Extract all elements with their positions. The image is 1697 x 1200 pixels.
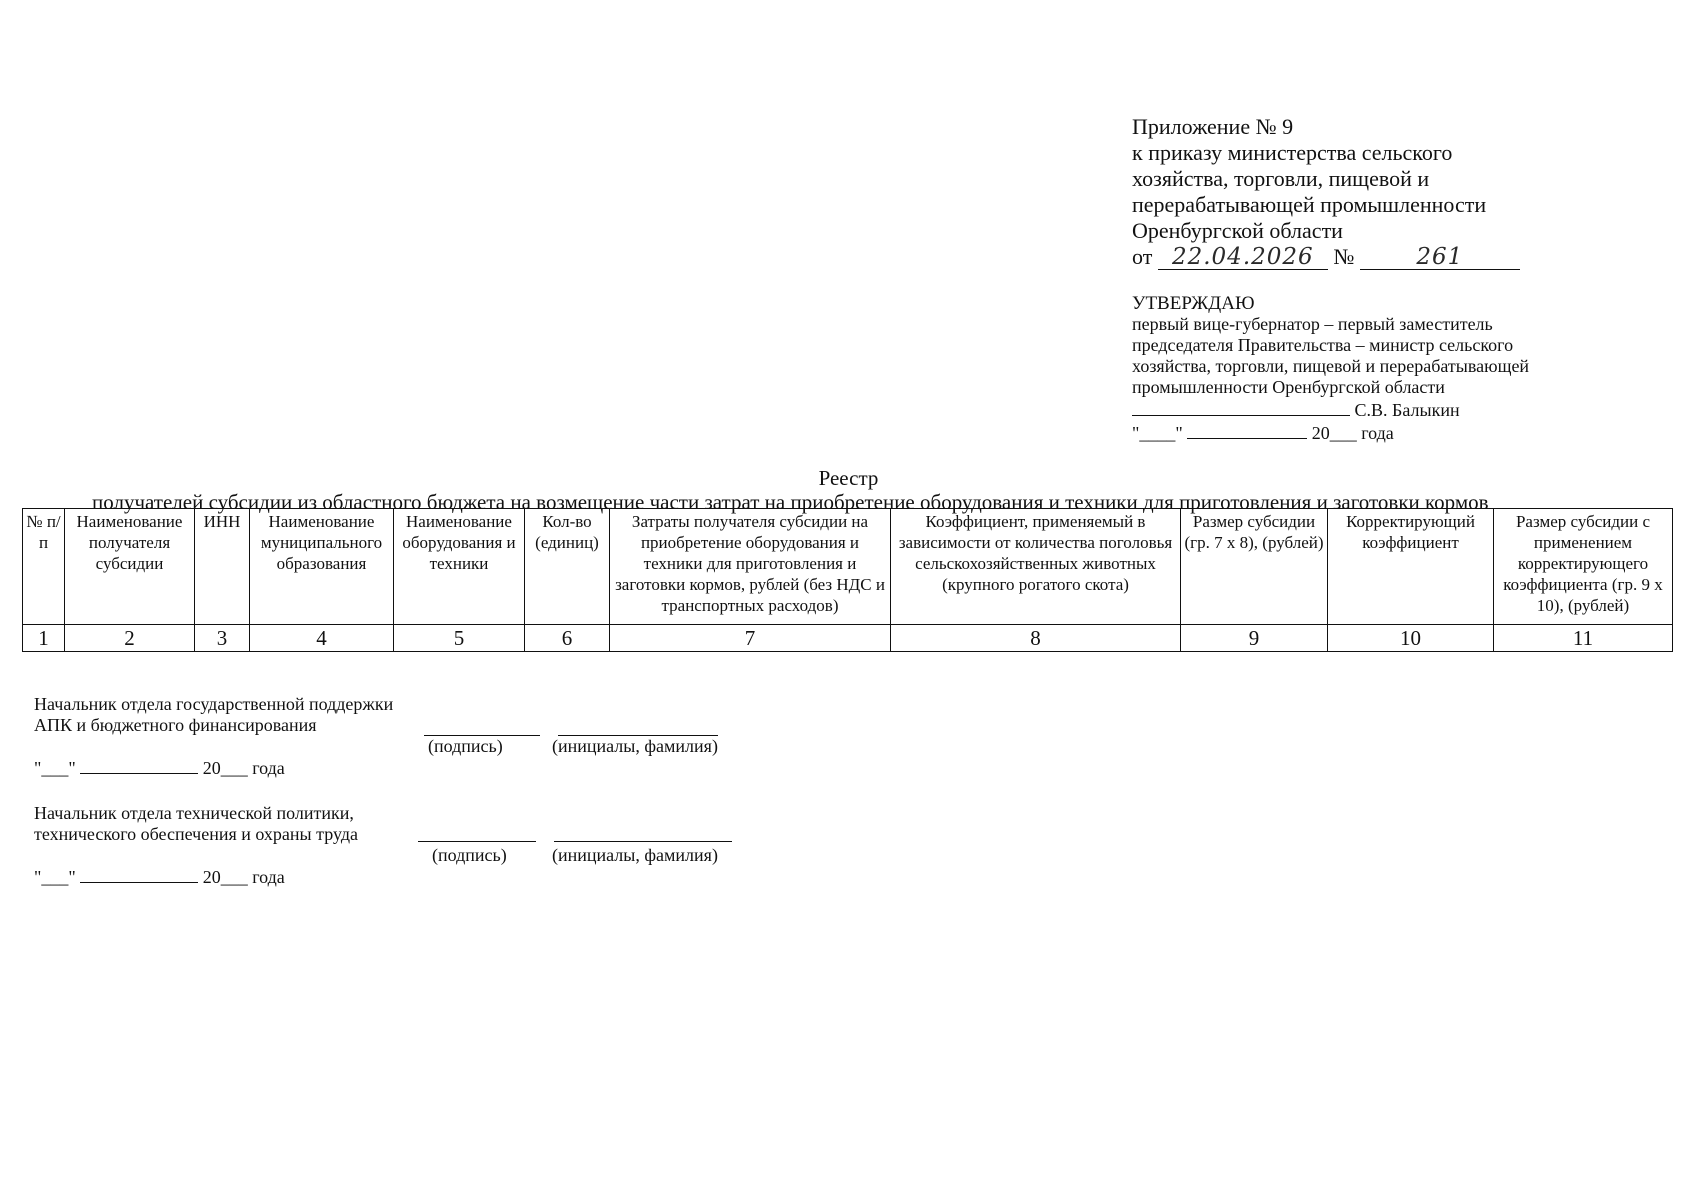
signature-date-quote: "___" [34,758,76,778]
signature-date-year: 20___ года [202,867,285,887]
approval-line-2: председателя Правительства – министр сельского [1132,335,1514,355]
order-date-handwritten: 22.04.2026 [1158,245,1328,270]
signatory-title-line-2: технического обеспечения и охраны труда [34,824,358,844]
header-cell: Корректирующий коэффициент [1328,509,1494,625]
document-title: Реестр [818,466,879,490]
signature-date-year: 20___ года [202,758,285,778]
name-blank [554,841,732,842]
appendix-line-4: перерабатывающей промышленности [1132,192,1487,217]
header-cell: № п/п [23,509,65,625]
approval-line-4: промышленности Оренбургской области [1132,377,1445,397]
signatory-title-line-1: Начальник отдела государственной поддержки [34,694,394,714]
signature-date-line [34,756,285,779]
table-number-row [23,625,1673,652]
approval-signer-name: С.В. Балыкин [1354,400,1460,420]
approval-date-year: 20___ года [1311,423,1394,443]
column-number-cell: 3 [195,625,250,652]
column-number-cell: 8 [891,625,1181,652]
signature-date-month-blank [80,865,198,883]
column-number-cell: 10 [1328,625,1494,652]
approval-heading: УТВЕРЖДАЮ [1132,293,1255,314]
header-cell: Наименование оборудования и техники [394,509,525,625]
column-number-cell: 11 [1494,625,1673,652]
column-number-cell: 9 [1181,625,1328,652]
approval-signature-blank [1132,398,1350,416]
from-label: от [1132,244,1153,269]
table-header-row [23,509,1673,625]
header-cell: Размер субсидии с применением корректирующего коэффициента (гр. 9 х 10), (рублей) [1494,509,1673,625]
signature-block-1 [34,694,754,784]
order-date-number-line [1132,244,1652,270]
appendix-line-3: хозяйства, торговли, пищевой и [1132,166,1430,191]
header-cell: Наименование получателя субсидии [65,509,195,625]
appendix-line-2: к приказу министерства сельского [1132,140,1453,165]
approval-signer-line [1132,398,1652,421]
header-cell: Кол-во (единиц) [525,509,610,625]
header-cell: Наименование муниципального образования [250,509,394,625]
signatory-title-line-2: АПК и бюджетного финансирования [34,715,317,735]
column-number-cell: 5 [394,625,525,652]
signature-caption: (подпись) [428,736,503,756]
appendix-header [1132,114,1652,270]
approval-line-3: хозяйства, торговли, пищевой и перерабатывающей [1132,356,1530,376]
name-caption: (инициалы, фамилия) [552,736,718,756]
signature-date-line [34,865,285,888]
order-number-handwritten: 261 [1360,245,1520,270]
column-number-cell: 7 [610,625,891,652]
approval-line-1: первый вице-губернатор – первый заместитель [1132,314,1493,334]
approval-date-line [1132,421,1652,444]
column-number-cell: 4 [250,625,394,652]
signature-block-2 [34,803,754,893]
header-cell: ИНН [195,509,250,625]
approval-block [1132,293,1652,444]
header-cell: Размер субсидии (гр. 7 х 8), (рублей) [1181,509,1328,625]
appendix-line-5: Оренбургской области [1132,218,1343,243]
signature-date-month-blank [80,756,198,774]
approval-date-month-blank [1187,421,1307,439]
name-caption: (инициалы, фамилия) [552,845,718,865]
signature-caption: (подпись) [432,845,507,865]
column-number-cell: 1 [23,625,65,652]
register-table [22,508,1673,652]
header-cell: Коэффициент, применяемый в зависимости от количества поголовья сельскохозяйственных животных (крупного рогатого скота) [891,509,1181,625]
document-subtitle: получателей субсидии из областного бюджета на возмещение части затрат на приобретение оборудования и техники для приготовления и заготовки кормов [92,490,1489,514]
approval-date-quote: "____" [1132,423,1183,443]
number-label: № [1333,244,1355,269]
signature-date-quote: "___" [34,867,76,887]
signatory-title-line-1: Начальник отдела технической политики, [34,803,354,823]
appendix-line-1: Приложение № 9 [1132,114,1294,139]
signature-blank [418,841,536,842]
column-number-cell: 2 [65,625,195,652]
column-number-cell: 6 [525,625,610,652]
header-cell: Затраты получателя субсидии на приобретение оборудования и техники для приготовления и заготовки кормов, рублей (без НДС и транспортных расходов) [610,509,891,625]
